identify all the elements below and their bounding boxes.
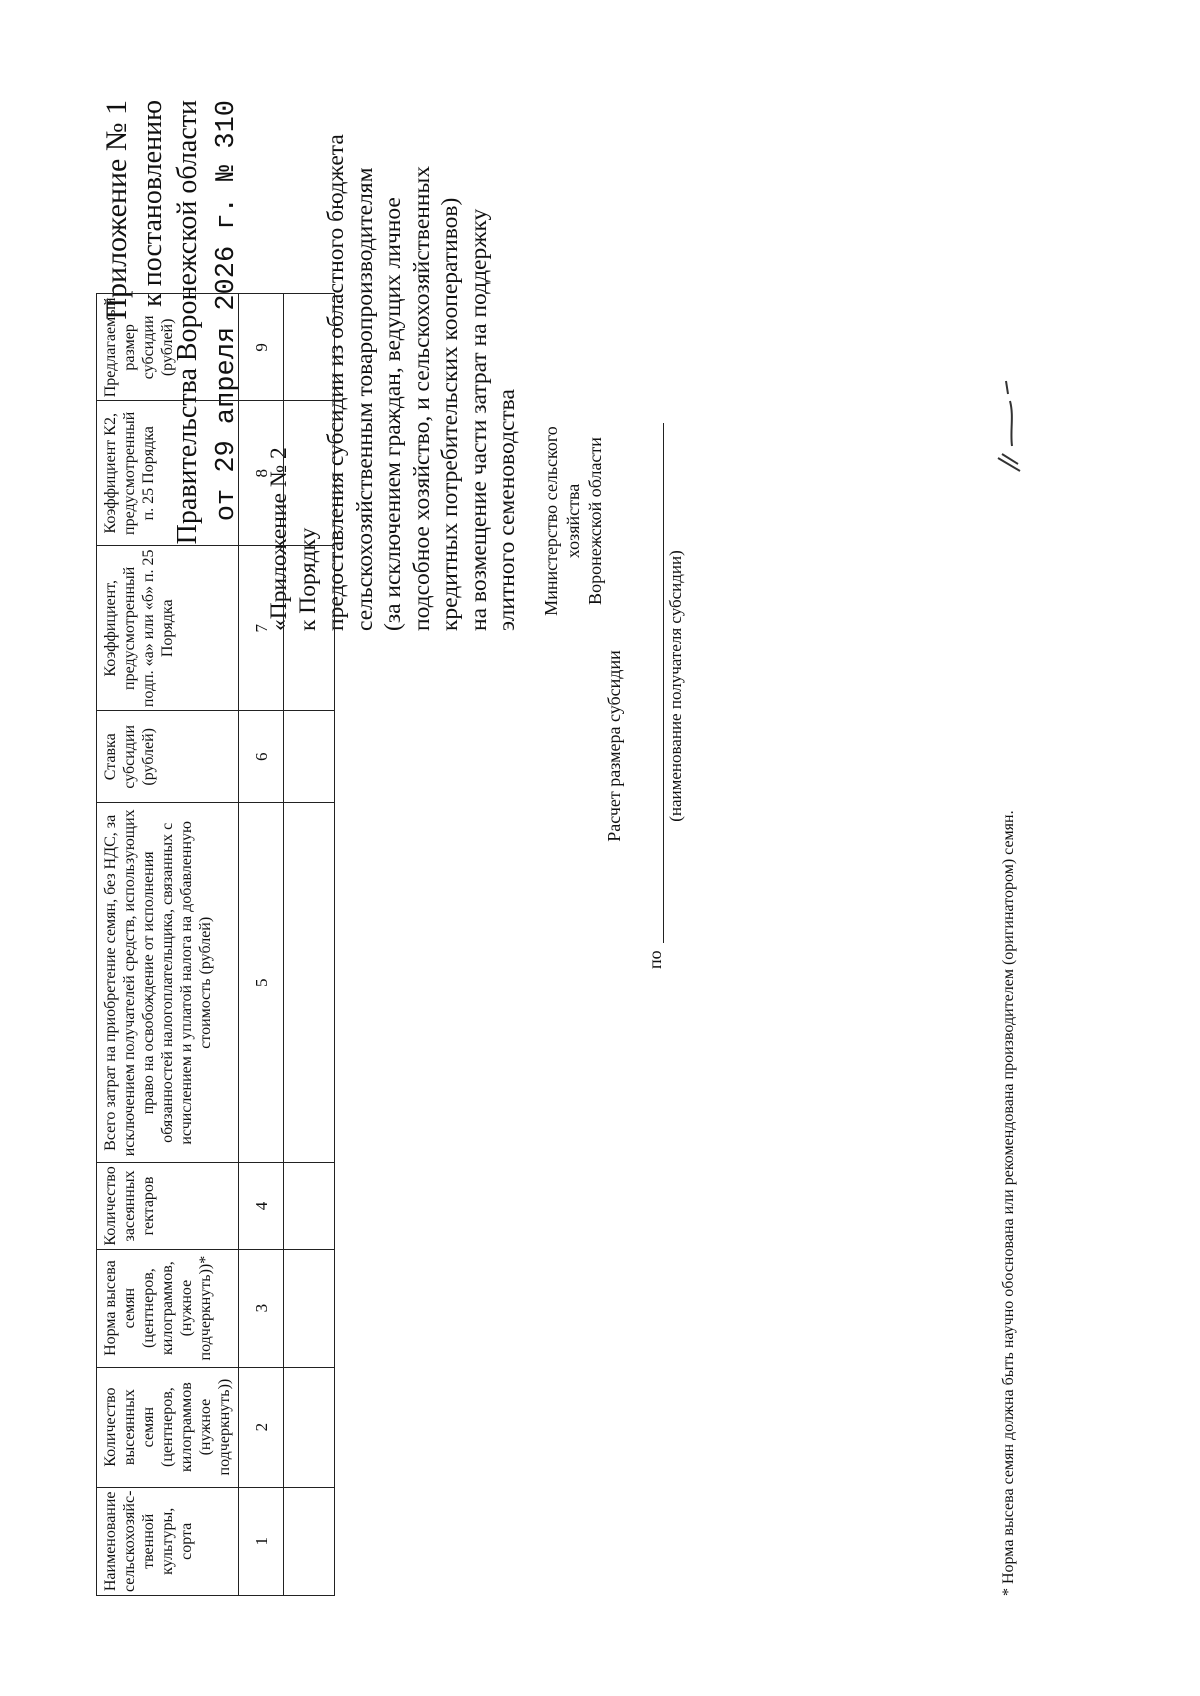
- column-number: 7: [239, 546, 284, 711]
- header-cell-subsidy-rate: Ставка субсидии (рублей): [97, 711, 239, 803]
- ministry-name: [540, 396, 606, 646]
- column-number: 1: [239, 1487, 284, 1595]
- ministry-line: Министерство сельского хозяйства: [541, 426, 583, 616]
- header-cell-coefficient-k2: Коэффициент К2, предусмотренный п. 25 Порядка: [97, 401, 239, 546]
- po-label: по: [645, 950, 665, 969]
- recipient-caption: (наименование получателя субсидии): [666, 550, 685, 822]
- ministry-line: Воронежской области: [585, 437, 605, 605]
- appendix2-line: элитного семеноводства: [494, 389, 520, 631]
- column-number: 4: [239, 1163, 284, 1249]
- recipient-fill-line: [663, 423, 664, 943]
- header-cell-proposed-subsidy: Предлагаемый размер субсидии (рублей): [97, 294, 239, 401]
- appendix2-line: «Приложение № 2: [266, 447, 292, 631]
- to-resolution: к постановлению: [137, 100, 168, 307]
- empty-cell: [284, 401, 335, 546]
- column-number: 2: [239, 1367, 284, 1487]
- empty-cell: [284, 1163, 335, 1249]
- header-cell-hectares: Количество засеянных гектаров: [97, 1163, 239, 1249]
- header-cell-total-costs: Всего затрат на приобретение семян, без НДС, за исключением получателей средств, использующих право на освобождение от исполнения обязанностей налогоплательщика, связанных с исчислением и уплатой налога на добавленную стоимость (рублей): [97, 803, 239, 1163]
- header-cell-seeds-sown: Количество высеянных семян (центнеров, килограммов (нужное подчеркнуть)): [97, 1367, 239, 1487]
- empty-cell: [284, 294, 335, 401]
- government-name: Правительства Воронежской области: [172, 100, 203, 545]
- header-cell-crop: Наименование сельскохозяйс-твенной культуры, сорта: [97, 1487, 239, 1595]
- subsidy-calculation-table: [96, 293, 335, 1596]
- appendix2-line: к Порядку: [294, 527, 321, 631]
- appendix2-line: (за исключением граждан, ведущих личное: [380, 197, 406, 631]
- appendix2-line: кредитных потребительских кооперативов): [437, 197, 463, 631]
- appendix-number: Приложение № 1: [100, 100, 133, 320]
- appendix2-line: на возмещение части затрат на поддержку: [465, 208, 492, 631]
- header-cell-seeding-rate: Норма высева семян (центнеров, килограммов, (нужное подчеркнуть))*: [97, 1249, 239, 1367]
- empty-cell: [284, 803, 335, 1163]
- column-number: 6: [239, 711, 284, 803]
- footnote: * Норма высева семян должна быть научно обоснована или рекомендована производителем (оригинатором) семян.: [1000, 810, 1017, 1596]
- empty-cell: [284, 711, 335, 803]
- appendix2-line: предоставления субсидии из областного бюджета: [323, 134, 349, 631]
- empty-cell: [284, 546, 335, 711]
- appendix2-line: сельскохозяйственным товаропроизводителям: [351, 167, 378, 631]
- resolution-date-number: от 29 апреля 2026 г. № 310: [212, 100, 242, 522]
- column-number: 5: [239, 803, 284, 1163]
- column-number: 9: [239, 294, 284, 401]
- column-number: 8: [239, 401, 284, 546]
- signature-scribble: [990, 376, 1030, 476]
- empty-cell: [284, 1487, 335, 1595]
- empty-cell: [284, 1367, 335, 1487]
- calculation-title: Расчет размера субсидии: [604, 650, 624, 842]
- column-number: 3: [239, 1249, 284, 1367]
- header-cell-coefficient: Коэффициент, предусмотренный подп. «а» или «б» п. 25 Порядка: [97, 546, 239, 711]
- empty-cell: [284, 1249, 335, 1367]
- appendix2-line: подсобное хозяйство, и сельскохозяйственных: [408, 166, 435, 631]
